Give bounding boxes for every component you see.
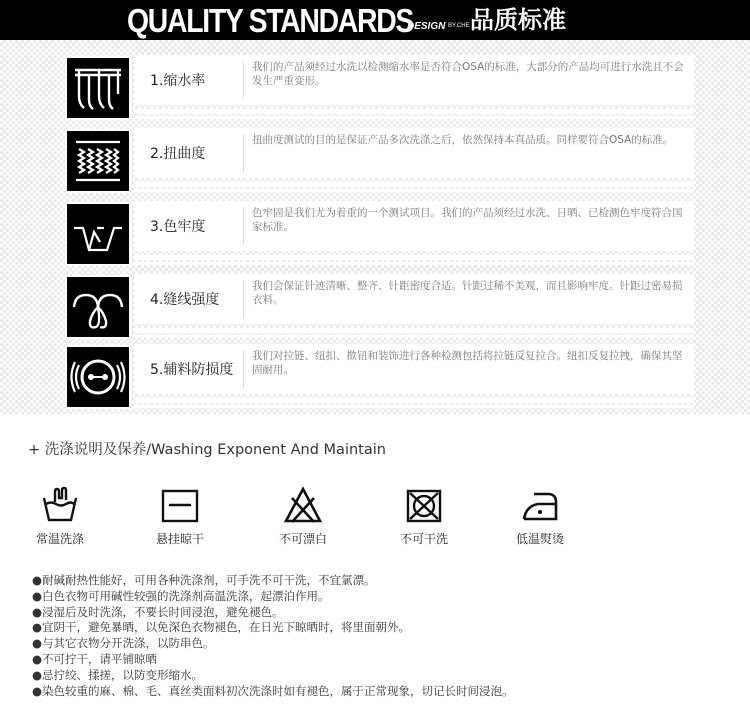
divider <box>243 207 244 245</box>
care-symbol <box>10 486 110 556</box>
color-fastness-icon <box>67 204 129 264</box>
divider <box>243 280 244 318</box>
divider <box>243 61 244 99</box>
divider <box>134 182 694 187</box>
divider <box>243 134 244 172</box>
list-item: ●与其它衣物分开洗涤，以防串色。 <box>32 636 215 651</box>
divider <box>134 109 694 114</box>
care-symbol <box>374 486 474 556</box>
divider <box>134 398 694 403</box>
accessory-icon <box>67 347 129 407</box>
quality-item-name: 5.辅料防损度 <box>150 362 234 378</box>
care-symbol <box>130 486 230 556</box>
quality-card <box>134 344 694 394</box>
list-item: ●染色较重的麻、棉、毛、真丝类面料初次洗涤时如有褪色，属于正常现象，切记长时间浸泡。 <box>32 683 514 698</box>
low-iron-icon <box>520 486 560 526</box>
washing-title: + 洗涤说明及保养/Washing Exponent And Maintain <box>28 442 386 458</box>
header-bar <box>0 0 750 40</box>
quality-item-desc: 我们会保证针迹清晰、整齐、针距密度合适。针距过稀不美观，而且影响牢度。针距过密易损衣料。 <box>252 280 683 306</box>
no-bleach-icon <box>283 486 323 526</box>
care-label: 悬挂晾干 <box>155 532 204 546</box>
care-symbol <box>490 486 590 556</box>
quality-item-desc: 扭曲度测试的目的是保证产品多次洗涤之后，依然保持本真品质。同样要符合OSA的标准。 <box>252 134 674 146</box>
list-item: ●不可拧干，请平铺晾晒 <box>32 651 158 666</box>
quality-item-name: 3.色牢度 <box>150 219 206 235</box>
header-title: QUALITY STANDARDS <box>127 2 414 39</box>
header-by-tag: BY.CHE <box>448 23 470 29</box>
care-label: 常温洗涤 <box>35 532 84 546</box>
care-symbol <box>253 486 353 556</box>
list-item: ●浸湿后及时洗涤，不要长时间浸泡，避免褪色。 <box>32 604 284 619</box>
quality-item <box>62 128 694 194</box>
quality-item <box>62 344 694 410</box>
divider <box>243 350 244 388</box>
header-title-cn: 品质标准 <box>470 6 566 34</box>
divider <box>134 255 694 260</box>
quality-card <box>134 274 694 324</box>
quality-item <box>62 274 694 340</box>
quality-item <box>62 201 694 267</box>
twist-icon <box>67 131 129 191</box>
list-item: ●宜阴干，避免暴晒，以免深色衣物褪色，在日光下晾晒时，将里面朝外。 <box>32 620 411 635</box>
quality-section <box>0 40 750 414</box>
quality-item <box>62 55 694 121</box>
divider <box>134 262 694 265</box>
quality-item-name: 2.扭曲度 <box>150 146 206 162</box>
seam-strength-icon <box>67 277 129 337</box>
quality-item-desc: 我们对拉链、纽扣、揿钮和装饰进行各种检测包括将拉链反复拉合。纽扣反复拉拽，确保其坚固耐用。 <box>252 350 683 376</box>
no-dry-clean-icon <box>404 486 444 526</box>
quality-item-desc: 我们的产品须经过水洗以检测缩水率是否符合OSA的标准，大部分的产品均可进行水洗且不会发生严重变形。 <box>252 61 684 87</box>
care-label: 不可干洗 <box>399 532 448 546</box>
quality-item-name: 1.缩水率 <box>150 73 206 89</box>
list-item: ●白色衣物可用碱性较强的洗涤剂高温洗涤，起漂泊作用。 <box>32 588 330 603</box>
divider <box>134 189 694 192</box>
list-item: ●耐碱耐热性能好，可用各种洗涤剂，可手洗不可干洗，不宜氯漂。 <box>32 573 376 587</box>
care-notes-list <box>32 573 514 699</box>
quality-item-name: 4.缝线强度 <box>150 292 220 308</box>
hand-wash-icon <box>40 486 80 526</box>
care-label: 不可漂白 <box>278 532 327 546</box>
header-design-tag: DESIGN <box>407 21 446 32</box>
divider <box>134 116 694 119</box>
list-item: ●忌拧绞、揉搓，以防变形缩水。 <box>32 667 204 682</box>
divider <box>134 328 694 333</box>
care-label: 低温熨烫 <box>515 532 564 546</box>
quality-card <box>134 128 694 178</box>
quality-card <box>134 55 694 105</box>
hang-dry-icon <box>160 486 200 526</box>
quality-card <box>134 201 694 251</box>
quality-item-desc: 色牢固是我们尤为着重的一个测试项目。我们的产品须经过水洗、日晒、已检测色牢度符合国家标准。 <box>252 207 683 233</box>
shrink-icon <box>67 58 129 118</box>
divider <box>134 335 694 338</box>
divider <box>134 405 694 408</box>
